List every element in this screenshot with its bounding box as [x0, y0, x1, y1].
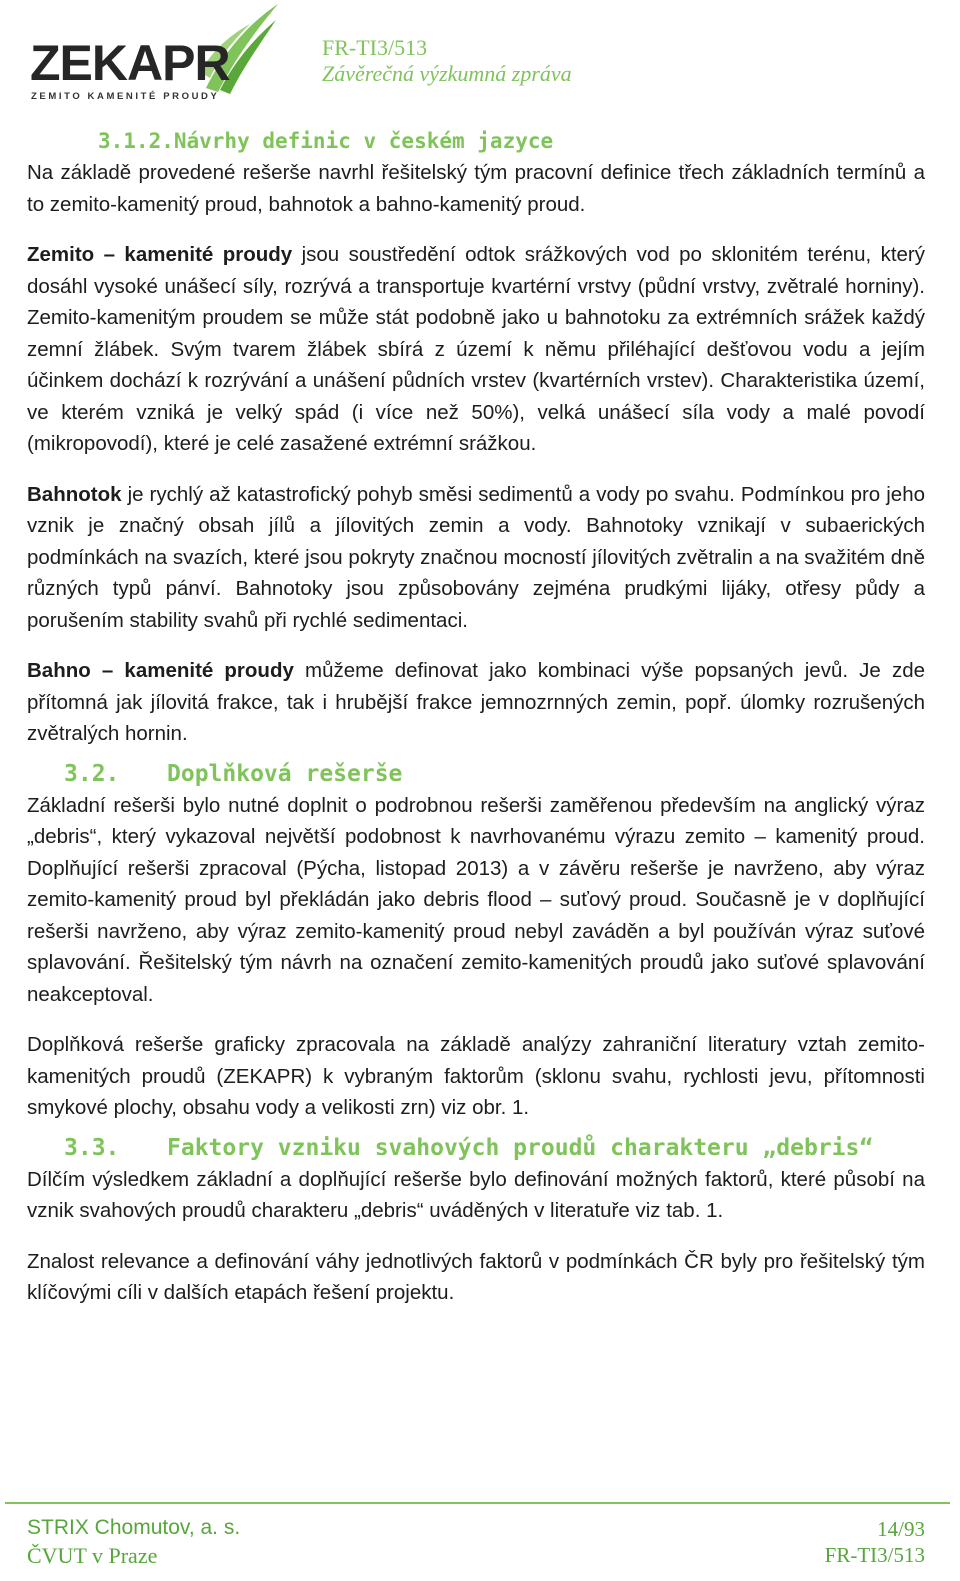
term-bahnotok: Bahnotok [27, 482, 122, 506]
term-zemito-kamenite: Zemito – kamenité proudy [27, 243, 293, 266]
zekapr-logo [30, 2, 280, 102]
heading-3-2 [27, 758, 925, 790]
heading-number: 3.3. [64, 1134, 120, 1161]
heading-title: Doplňková rešerše [167, 760, 403, 787]
footer-org: STRIX Chomutov, a. s. [27, 1516, 241, 1539]
paragraph-bahno-kamenite [27, 655, 925, 750]
footer-doc-id: FR-TI3/513 [824, 1543, 925, 1567]
logo-wordmark: ZEKAPR [30, 35, 230, 91]
heading-3-3 [27, 1132, 925, 1164]
footer-university: ČVUT v Praze [27, 1543, 158, 1568]
paragraph-doplnkova-2: Doplňková rešerše graficky zpracovala na základě analýzy zahraniční literatury vztah zemito-kamenitých proudů (ZEKAPR) k vybraným faktorům (sklonu svahu, rychlosti jevu, přítomnosti smykové plochy, obsahu vody a velikosti zrn) viz obr. 1. [27, 1033, 925, 1119]
heading-title: Faktory vzniku svahových proudů charakteru „debris“ [167, 1134, 874, 1161]
footer-page-number: 14/93 [877, 1517, 925, 1541]
paragraph-doplnkova-1: Základní rešerši bylo nutné doplnit o podrobnou rešerši zaměřenou především na anglický výraz „debris“, který vykazoval největší podobnost k navrhovanému výrazu zemito – kamenitý proud. Doplňující rešerši zpracoval (Pýcha, listopad 2013) a v závěru rešerše je navrženo, aby výraz zemito-kamenitý proud byl překládán jako debris flood – suťový proud. Současně je v doplňující rešerši navrženo, aby výraz zemito-kamenitý proud nebyl zaváděn a byl používán výraz suťové splavování. Řešitelský tým návrh na označení zemito-kamenitých proudů jako suťové splavování neakceptoval. [27, 793, 925, 1006]
heading-number: 3.2. [64, 760, 120, 787]
definition-text: jsou soustředění odtok srážkových vod po sklonitém terénu, který dosáhl vysoké unášecí síly, rozrývá a transportuje kvartérní vrstvy (půdní vrstvy, zvětralé horniny). Zemito-kamenitým proudem se může stát podobně jako u bahnotoku za extrémních srážek každý zemní žlábek. Svým tvarem žlábek sbírá z území k němu přiléhající dešťovou vodu a jejím účinkem dochází k rozrývání a unášení půdních vrstev (kvartérních vrstev). Charakteristika území, ve kterém vzniká je velký spád (i více než 50%), velká unášecí síla vody a malé povodí (mikropovodí), které je celé zasažené extrémní srážkou. [27, 243, 925, 455]
paragraph-zemito-kamenite [27, 239, 925, 460]
definition-text: je rychlý až katastrofický pohyb směsi sedimentů a vody po svahu. Podmínkou pro jeho vznik je značný obsah jílů a jílovitých zemin a vody. Bahnotoky vznikají v subaerických podmínkách na svazích, které jsou pokryty značnou mocností jílovitých zvětralin a na svažitém dně různých typů pánví. Bahnotoky jsou způsobovány zejména prudkými lijáky, otřesy půdy a porušením stability svahů při rychlé sedimentaci. [27, 482, 925, 632]
paragraph-faktory-1: Dílčím výsledkem základní a doplňující rešerše bylo definování možných faktorů, které působí na vznik svahových proudů charakteru „debris“ uváděných v literatuře viz tab. 1. [27, 1167, 925, 1222]
term-bahno-kamenite: Bahno – kamenité proudy [27, 659, 294, 682]
paragraph-intro: Na základě provedené rešerše navrhl řešitelský tým pracovní definice třech základních termínů a to zemito-kamenitý proud, bahnotok a bahno-kamenitý proud. [27, 161, 925, 216]
paragraph-bahnotok [27, 479, 925, 637]
page-header [0, 0, 960, 110]
footer-divider [5, 1502, 950, 1504]
heading-3-1-2: 3.1.2.Návrhy definic v českém jazyce [98, 129, 554, 153]
document-body [27, 125, 925, 1309]
logo-tagline: ZEMITO KAMENITÉ PROUDY [31, 91, 220, 102]
definition-text: můžeme definovat jako kombinaci výše popsaných jevů. Je zde přítomná jak jílovitá frakce, tak i hrubější frakce jemnozrnných zemin, popř. úlomky rozrušených zvětralých hornin. [27, 659, 926, 745]
paragraph-faktory-2: Znalost relevance a definování váhy jednotlivých faktorů v podmínkách ČR byly pro řešitelský tým klíčovými cíli v dalších etapách řešení projektu. [27, 1249, 925, 1304]
header-doc-id: FR-TI3/513 [322, 35, 428, 60]
header-doc-kind: Závěrečná výzkumná zpráva [322, 61, 572, 86]
